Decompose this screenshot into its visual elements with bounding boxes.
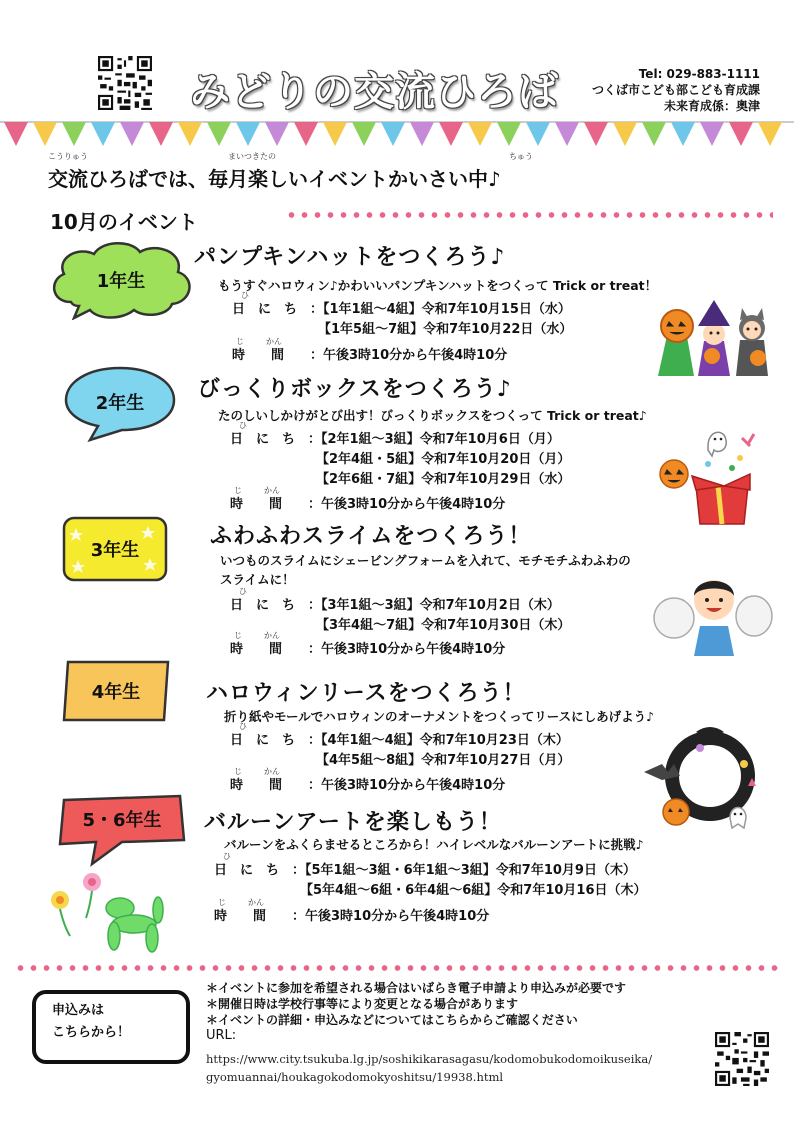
event-desc-2: たのしいしかけがとび出す！びっくりボックスをつくって Trick or treat♪ (218, 408, 647, 423)
badge-label-grade-3: 3年生 (90, 540, 140, 561)
intro-text (48, 152, 533, 192)
event-desc-3b: スライムに！ (220, 572, 295, 587)
balloon-dog-illustration (40, 866, 180, 956)
bunting-flag (410, 122, 434, 146)
contact-tel: Tel: 029-883-1111 (638, 67, 760, 81)
badge-label-grade-2: 2年生 (95, 393, 145, 414)
badge-grade-2 (60, 362, 210, 442)
bunting-flag (700, 122, 724, 146)
bunting-flag (323, 122, 347, 146)
event-dates-4: ひ 日 に ち ：【4年1組～4組】令和7年10月23日（木） (230, 722, 569, 748)
bunting-flag (439, 122, 463, 146)
event-dates-3: ひ 日 に ち ：【3年1組～3組】令和7年10月2日（木） (230, 587, 560, 613)
bunting-flag (381, 122, 405, 146)
contact-info (592, 66, 760, 114)
event-date-2b: 【2年4組・5組】令和7年10月20日（月） (316, 452, 571, 467)
event-date-4a: ：【4年1組～4組】令和7年10月23日（木） (308, 733, 569, 748)
event-date-4b: 【4年5組～8組】令和7年10月27日（月） (316, 753, 571, 768)
event-time-4: じ かん 時 間 ：午後3時10分から午後4時10分 (230, 767, 506, 793)
bunting-flag (497, 122, 521, 146)
event-title-4: ハロウィンリースをつくろう！ (206, 681, 526, 706)
slime-kid-illustration (650, 566, 775, 656)
bunting-flag (526, 122, 550, 146)
date-label: ひ 日 に ち (232, 291, 298, 317)
event-dates-1 (232, 291, 571, 317)
event-title-1: パンプキンハットをつくろう♪ (194, 245, 506, 270)
event-date-3b: 【3年4組～7組】令和7年10月30日（木） (316, 618, 571, 633)
bunting-flag (62, 122, 86, 146)
halloween-kids-illustration (648, 296, 773, 381)
ruby-chuu: ちゅう (509, 152, 533, 161)
event-date-5a: ：【5年1組～3組・6年1組～3組】令和7年10月9日（木） (292, 863, 636, 878)
url-line-2[interactable]: gyomuannai/houkagokodomokyoshitsu/19938.html (206, 1070, 504, 1084)
qr-code-bottom[interactable] (715, 1032, 769, 1086)
badge-grade-1 (46, 240, 196, 320)
event-date-1a: ：【1年1組～4組】令和7年10月15日（水） (310, 302, 571, 317)
event-title-5: バルーンアートを楽しもう！ (204, 810, 502, 835)
contact-section: 未来育成係：奥津 (663, 99, 760, 113)
page-title: みどりの交流ひろば (190, 69, 559, 115)
bunting-flag (4, 122, 28, 146)
event-desc-4: 折り紙やモールでハロウィンのオーナメントをつくってリースにしあげよう♪ (224, 709, 655, 724)
bunting-flag (584, 122, 608, 146)
event-desc-5: バルーンをふくらませるところから！ハイレベルなバルーンアートに挑戦♪ (224, 837, 644, 852)
event-title-2: びっくりボックスをつくろう♪ (198, 377, 512, 402)
badge-label-grade-5-6: 5・6年生 (82, 810, 162, 831)
note-item: ＊イベントの詳細・申込みなどについてはこちらからご確認ください (206, 1013, 578, 1027)
event-time-1: じ かん 時 間 ：午後3時10分から午後4時10分 (232, 337, 508, 363)
badge-label-grade-4: 4年生 (91, 682, 141, 703)
bunting-flag (265, 122, 289, 146)
event-date-2c: 【2年6組・7組】令和7年10月29日（水） (316, 472, 571, 487)
bunting-decoration (0, 118, 794, 152)
bunting-flag (33, 122, 57, 146)
time-label: じ かん 時 間 (232, 337, 285, 363)
event-date-2a: ：【2年1組～3組】令和7年10月6日（月） (308, 432, 560, 447)
event-title-3: ふわふわスライムをつくろう！ (210, 524, 532, 549)
badge-grade-4 (56, 656, 206, 736)
halloween-wreath-illustration (640, 718, 775, 833)
badge-label-grade-1: 1年生 (96, 271, 146, 292)
event-dates-2: ひ 日 に ち ：【2年1組～3組】令和7年10月6日（月） (230, 421, 560, 447)
event-date-5b: 【5年4組～6組・6年4組～6組】令和7年10月16日（木） (300, 883, 647, 898)
bunting-flag (729, 122, 753, 146)
notes-list (206, 980, 626, 1044)
bunting-flag (468, 122, 492, 146)
bunting-flag (294, 122, 318, 146)
intro-sentence: 交流ひろばでは、毎月楽しいイベントかいさい中♪ (48, 167, 501, 191)
apply-line-1: 申込みは (52, 1003, 105, 1018)
ruby-kouryuu: こうりゅう (48, 152, 88, 161)
bunting-flag (178, 122, 202, 146)
bunting-flag (91, 122, 115, 146)
event-time-2: じ かん 時 間 ：午後3時10分から午後4時10分 (230, 486, 506, 512)
bunting-flag (671, 122, 695, 146)
event-date-1b: 【1年5組～7組】令和7年10月22日（水） (318, 322, 573, 337)
note-item: ＊イベントに参加を希望される場合はいばらき電子申請より申込みが必要です (206, 981, 627, 995)
bunting-flag (149, 122, 173, 146)
dotted-divider-top (285, 212, 773, 218)
event-dates-5: ひ 日 に ち ：【5年1組～3組・6年1組～3組】令和7年10月9日（木） (214, 852, 636, 878)
dotted-divider-bottom (14, 965, 780, 971)
note-item: ＊開催日時は学校行事等により変更となる場合があります (206, 997, 519, 1011)
ruby-maitsukitano: まいつきたの (228, 152, 276, 161)
apply-line-2: こちらから！ (52, 1025, 131, 1040)
url-line-1[interactable]: https://www.city.tsukuba.lg.jp/soshikikarasagasu/kodomobukodomoikuseika/ (206, 1052, 653, 1066)
event-desc-3: いつものスライムにシェービングフォームを入れて、モチモチふわふわの (220, 553, 631, 568)
event-desc-1: もうすぐハロウィン♪かわいいパンプキンハットをつくって Trick or treat！ (218, 278, 658, 293)
event-time-5: じ かん 時 間 ：午後3時10分から午後4時10分 (214, 898, 490, 924)
badge-grade-5-6 (52, 790, 202, 870)
bunting-flag (555, 122, 579, 146)
month-heading: 10月のイベント (50, 210, 198, 234)
url-link[interactable] (206, 1050, 652, 1086)
badge-grade-3 (60, 514, 210, 594)
event-time-3: じ かん 時 間 ：午後3時10分から午後4時10分 (230, 631, 506, 657)
qr-code-top[interactable] (98, 56, 152, 110)
bunting-flag (236, 122, 260, 146)
bunting-flag (758, 122, 782, 146)
ruby-hi: ひ (241, 291, 249, 300)
bunting-flag (642, 122, 666, 146)
bunting-flag (120, 122, 144, 146)
bunting-flag (352, 122, 376, 146)
url-label: URL: (206, 1028, 237, 1043)
contact-dept: つくば市こども部こども育成課 (591, 83, 760, 97)
bunting-flag (613, 122, 637, 146)
event-date-3a: ：【3年1組～3組】令和7年10月2日（木） (308, 598, 560, 613)
surprise-box-illustration (652, 420, 772, 530)
apply-text[interactable] (52, 1000, 130, 1044)
bunting-flag (207, 122, 231, 146)
